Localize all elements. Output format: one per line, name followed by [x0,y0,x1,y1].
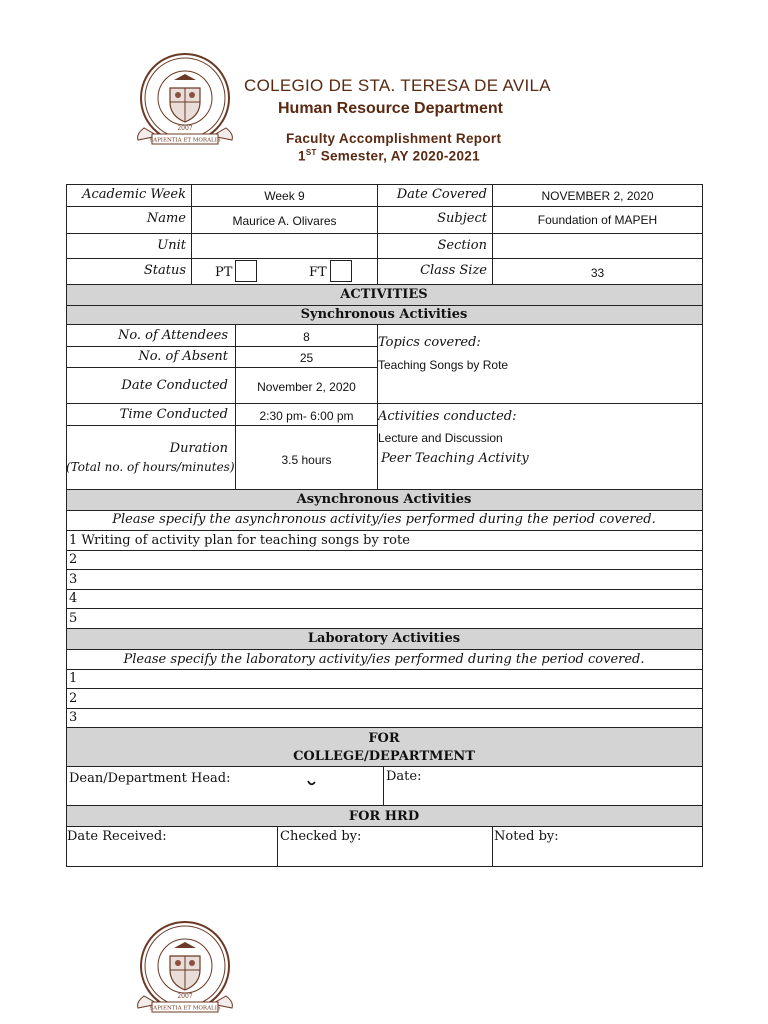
activities-conducted-item-1: Lecture and Discussion [378,431,503,445]
academic-week-label: Academic Week [82,187,186,202]
time-conducted-value: 2:30 pm- 6:00 pm [259,409,354,423]
dean-label: Dean/Department Head: [69,771,231,786]
date-covered-label: Date Covered [396,187,487,202]
name-label: Name [146,211,186,226]
attendees-value: 8 [303,330,310,344]
unit-label: Unit [157,238,186,253]
date-covered-value: NOVEMBER 2, 2020 [541,189,654,203]
ft-label: FT [309,265,327,280]
lab-row-3: 3 [69,710,78,725]
laboratory-title: Laboratory Activities [307,631,461,646]
svg-text:2007: 2007 [177,125,193,132]
duration-label: Duration [169,441,228,456]
hrd-title: FOR HRD [348,809,420,824]
report-title: Faculty Accomplishment Report [286,131,502,146]
school-seal-logo-bottom [130,918,240,1022]
pt-label: PT [215,265,233,280]
semester-line: 1ST Semester, AY 2020-2021 [298,148,480,164]
asynchronous-title: Asynchronous Activities [296,492,472,507]
pt-checkbox[interactable] [235,260,257,282]
section-label: Section [437,238,487,253]
college-title-line-2: COLLEGE/DEPARTMENT [293,749,475,764]
ft-checkbox[interactable] [330,260,352,282]
time-conducted-label: Time Conducted [119,407,228,422]
topics-covered-value: Teaching Songs by Rote [378,358,509,372]
date-conducted-label: Date Conducted [121,378,228,393]
school-name: COLEGIO DE STA. TERESA DE AVILA [244,76,551,95]
lab-row-1: 1 [69,671,78,686]
async-row-3: 3 [69,572,78,587]
school-seal-logo [130,50,240,154]
status-label: Status [143,263,186,278]
absent-label: No. of Absent [138,349,228,364]
async-row-1: 1 Writing of activity plan for teaching songs by rote [69,533,410,548]
academic-week-value: Week 9 [264,189,305,203]
synchronous-title: Synchronous Activities [300,307,468,322]
duration-sub-label: (Total no. of hours/minutes) [66,460,235,474]
signature-mark [307,779,317,787]
college-title-line-1: FOR [368,731,400,746]
date-conducted-value: November 2, 2020 [257,380,356,394]
svg-text:2007: 2007 [177,993,193,1000]
college-date-label: Date: [386,769,422,784]
class-size-label: Class Size [420,263,487,278]
topics-covered-label: Topics covered: [378,335,481,350]
checked-by-label: Checked by: [280,829,362,844]
name-value: Maurice A. Olivares [232,214,337,228]
class-size-value: 33 [590,266,605,280]
duration-value: 3.5 hours [281,453,332,467]
attendees-label: No. of Attendees [117,328,228,343]
lab-row-2: 2 [69,691,78,706]
activities-title: ACTIVITIES [340,287,428,302]
activities-conducted-item-2: Peer Teaching Activity [381,451,529,466]
async-row-4: 4 [69,591,78,606]
svg-text:SAPIENTIA ET MORALIS: SAPIENTIA ET MORALIS [149,137,221,144]
department-name: Human Resource Department [278,100,503,117]
async-row-2: 2 [69,552,78,567]
activities-conducted-label: Activities conducted: [378,409,517,424]
subject-value: Foundation of MAPEH [537,213,658,227]
date-received-label: Date Received: [67,829,167,844]
asynchronous-instruction: Please specify the asynchronous activity/ies performed during the period covered. [112,512,656,527]
svg-text:SAPIENTIA ET MORALIS: SAPIENTIA ET MORALIS [149,1005,221,1012]
laboratory-instruction: Please specify the laboratory activity/ies performed during the period covered. [123,652,645,667]
absent-value: 25 [299,351,314,365]
noted-by-label: Noted by: [494,829,559,844]
async-row-5: 5 [69,611,78,626]
subject-label: Subject [437,211,487,226]
